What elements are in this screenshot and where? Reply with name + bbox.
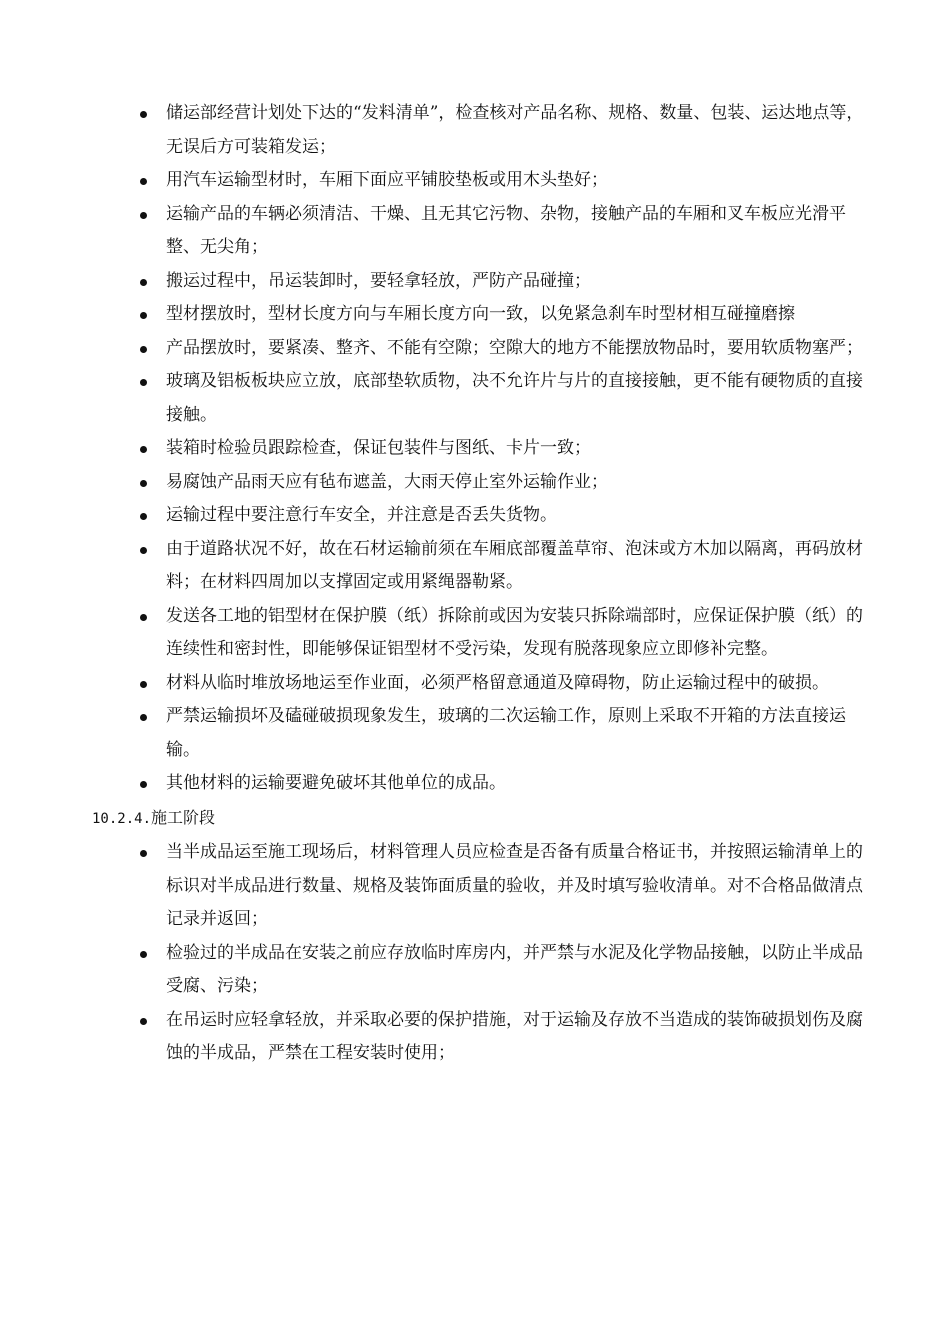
transport-bullet-list <box>92 97 864 801</box>
list-item: 当半成品运至施工现场后，材料管理人员应检查是否备有质量合格证书，并按照运输清单上的标识对半成品进行数量、规格及装饰面质量的验收，并及时填写验收清单。对不合格品做清点记录并返回； <box>92 836 864 937</box>
list-item: 严禁运输损坏及磕碰破损现象发生，玻璃的二次运输工作，原则上采取不开箱的方法直接运输。 <box>92 700 864 767</box>
section-heading <box>92 801 864 837</box>
list-item: 材料从临时堆放场地运至作业面，必须严格留意通道及障碍物，防止运输过程中的破损。 <box>92 667 864 701</box>
list-item: 运输过程中要注意行车安全，并注意是否丢失货物。 <box>92 499 864 533</box>
section-number: 10.2.4. <box>92 810 152 827</box>
list-item: 易腐蚀产品雨天应有毡布遮盖，大雨天停止室外运输作业； <box>92 466 864 500</box>
list-item: 由于道路状况不好，故在石材运输前须在车厢底部覆盖草帘、泡沫或方木加以隔离，再码放材料；在材料四周加以支撑固定或用紧绳器勒紧。 <box>92 533 864 600</box>
list-item: 玻璃及铝板板块应立放，底部垫软质物，决不允许片与片的直接接触，更不能有硬物质的直接接触。 <box>92 365 864 432</box>
document-body <box>92 97 864 1071</box>
list-item: 其他材料的运输要避免破坏其他单位的成品。 <box>92 767 864 801</box>
list-item: 在吊运时应轻拿轻放，并采取必要的保护措施，对于运输及存放不当造成的装饰破损划伤及腐蚀的半成品，严禁在工程安装时使用； <box>92 1004 864 1071</box>
construction-bullet-list <box>92 836 864 1071</box>
list-item: 运输产品的车辆必须清洁、干燥、且无其它污物、杂物，接触产品的车厢和叉车板应光滑平整、无尖角； <box>92 198 864 265</box>
list-item: 检验过的半成品在安装之前应存放临时库房内，并严禁与水泥及化学物品接触，以防止半成品受腐、污染； <box>92 937 864 1004</box>
section-title: 施工阶段 <box>151 807 216 827</box>
list-item: 储运部经营计划处下达的“发料清单”，检查核对产品名称、规格、数量、包装、运达地点等，无误后方可装箱发运； <box>92 97 864 164</box>
list-item: 用汽车运输型材时，车厢下面应平铺胶垫板或用木头垫好； <box>92 164 864 198</box>
list-item: 装箱时检验员跟踪检查，保证包装件与图纸、卡片一致； <box>92 432 864 466</box>
list-item: 发送各工地的铝型材在保护膜（纸）拆除前或因为安装只拆除端部时，应保证保护膜（纸）的连续性和密封性，即能够保证铝型材不受污染，发现有脱落现象应立即修补完整。 <box>92 600 864 667</box>
list-item: 产品摆放时，要紧凑、整齐、不能有空隙；空隙大的地方不能摆放物品时，要用软质物塞严； <box>92 332 864 366</box>
list-item: 搬运过程中，吊运装卸时，要轻拿轻放，严防产品碰撞； <box>92 265 864 299</box>
list-item: 型材摆放时，型材长度方向与车厢长度方向一致，以免紧急刹车时型材相互碰撞磨擦 <box>92 298 864 332</box>
